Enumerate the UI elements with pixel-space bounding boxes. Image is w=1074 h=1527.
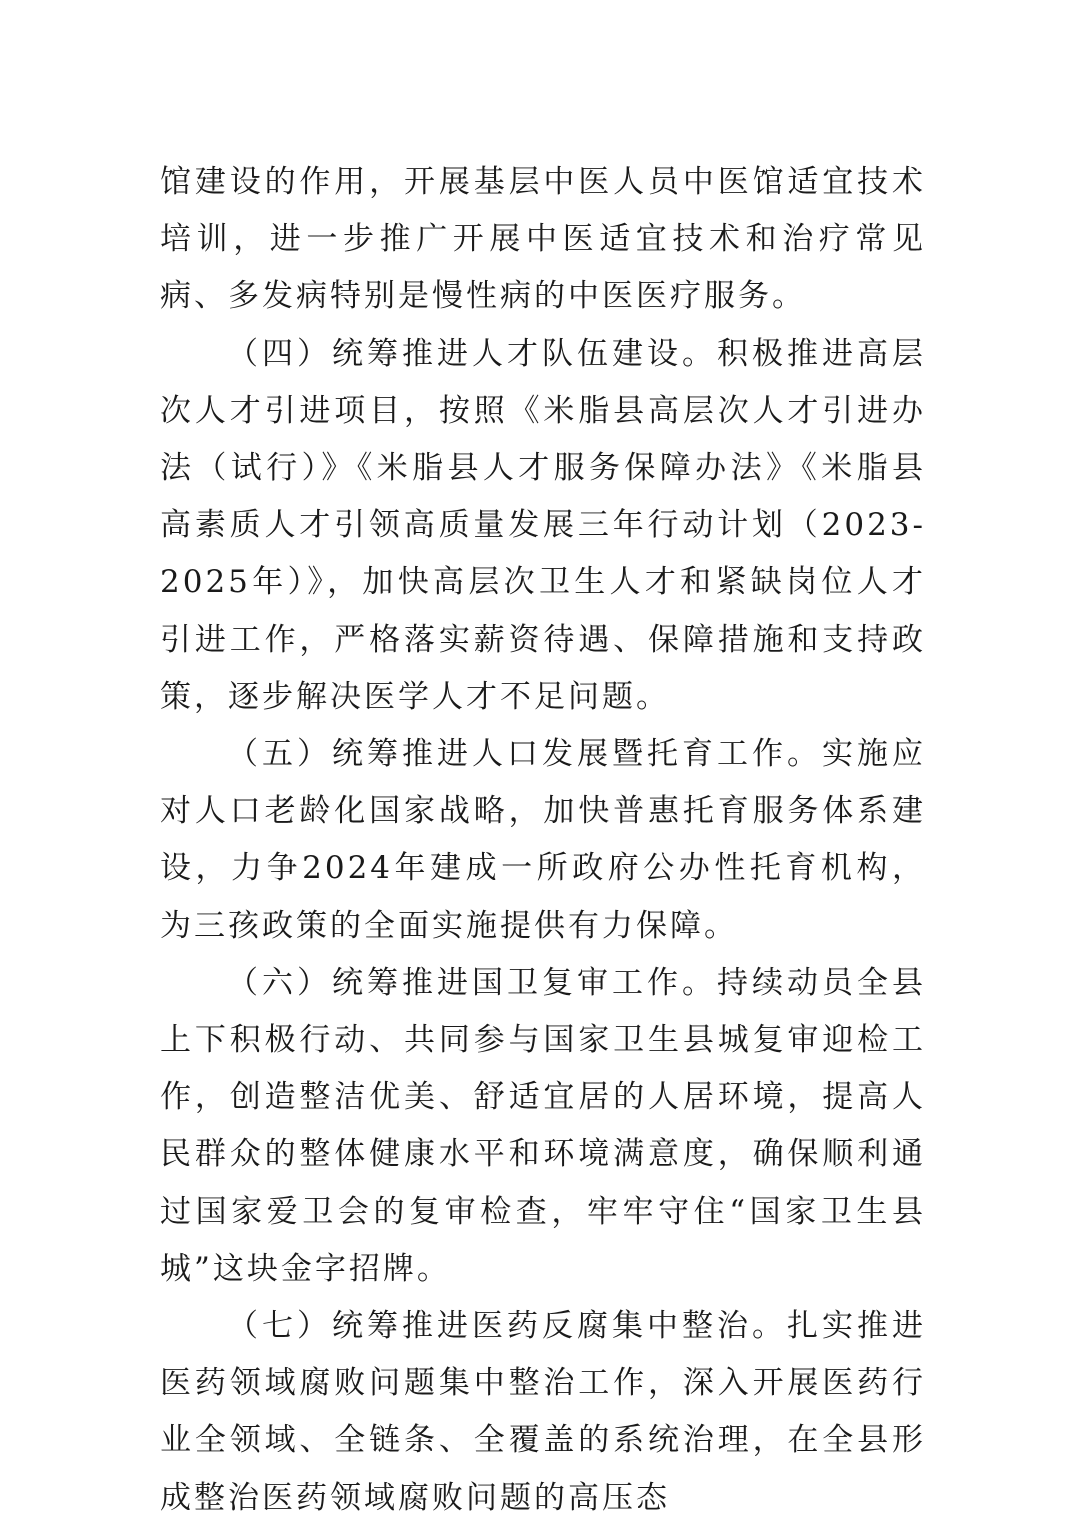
paragraph-continuation: 馆建设的作用，开展基层中医人员中医馆适宜技术培训，进一步推广开展中医适宜技术和治疗常见病、多发病特别是慢性病的中医医疗服务。	[160, 164, 926, 315]
document-body	[160, 154, 926, 1527]
paragraph-talent-team: （四）统筹推进人才队伍建设。积极推进高层次人才引进项目，按照《米脂县高层次人才引进办法（试行）》《米脂县人才服务保障办法》《米脂县高素质人才引领高质量发展三年行动计划（2023-2025年）》，加快高层次卫生人才和紧缺岗位人才引进工作，严格落实薪资待遇、保障措施和支持政策，逐步解决医学人才不足问题。	[160, 335, 926, 715]
paragraph-health-review: （六）统筹推进国卫复审工作。持续动员全县上下积极行动、共同参与国家卫生县城复审迎检工作，创造整洁优美、舒适宜居的人居环境，提高人民群众的整体健康水平和环境满意度，确保顺利通过国家爱卫会的复审检查，牢牢守住“国家卫生县城”这块金字招牌。	[160, 964, 926, 1287]
paragraph-anti-corruption: （七）统筹推进医药反腐集中整治。扎实推进医药领域腐败问题集中整治工作，深入开展医药行业全领域、全链条、全覆盖的系统治理，在全县形成整治医药领域腐败问题的高压态	[160, 1308, 926, 1516]
paragraph-population-childcare: （五）统筹推进人口发展暨托育工作。实施应对人口老龄化国家战略，加快普惠托育服务体系建设，力争2024年建成一所政府公办性托育机构，为三孩政策的全面实施提供有力保障。	[160, 736, 926, 944]
